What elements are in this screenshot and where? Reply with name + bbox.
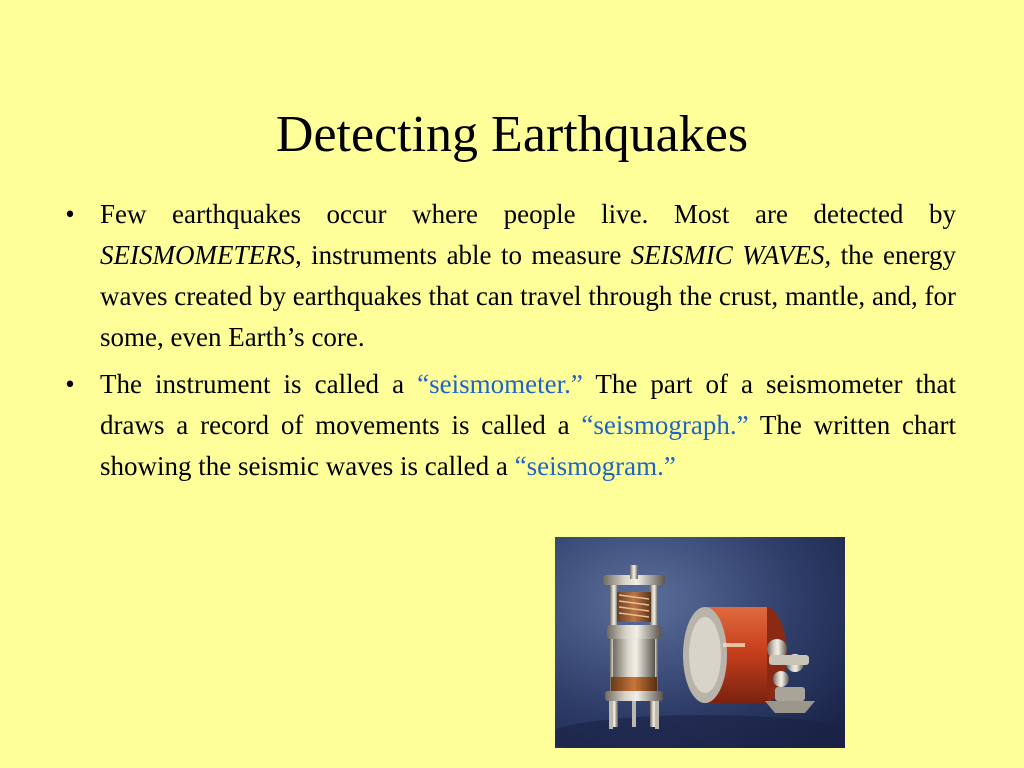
bullet-text: , instruments able to measure bbox=[294, 240, 631, 270]
bullet-list bbox=[60, 194, 956, 493]
bullet-icon: • bbox=[65, 369, 75, 399]
term-seismometer: “seismometer.” bbox=[417, 369, 583, 399]
bullet-text: The instrument is called a bbox=[100, 369, 418, 399]
slide-title: Detecting Earthquakes bbox=[275, 106, 749, 163]
term-seismic-waves: SEISMIC WAVES, bbox=[630, 240, 832, 270]
seismometer-photo-illustration bbox=[555, 537, 845, 748]
term-seismometers: SEISMOMETERS bbox=[100, 240, 295, 270]
seismometer-photo bbox=[555, 537, 845, 748]
bullet-item-instrument bbox=[60, 364, 956, 487]
bullet-text: the energy waves created by earthquakes that can travel through the crust, mantle, and, for some, even Earth’s core. bbox=[100, 240, 956, 352]
term-seismograph: “seismograph.” bbox=[581, 410, 749, 440]
term-seismogram: “seismogram.” bbox=[514, 451, 676, 481]
bullet-text: Few earthquakes occur where people live. Most are detected by bbox=[100, 199, 956, 229]
bullet-text: The part of a seismometer that draws a record of movements is called a bbox=[100, 369, 956, 440]
bullet-icon: • bbox=[65, 199, 75, 229]
bullet-text: The written chart showing the seismic waves is called a bbox=[100, 410, 956, 481]
bullet-item-seismometers bbox=[60, 194, 956, 358]
